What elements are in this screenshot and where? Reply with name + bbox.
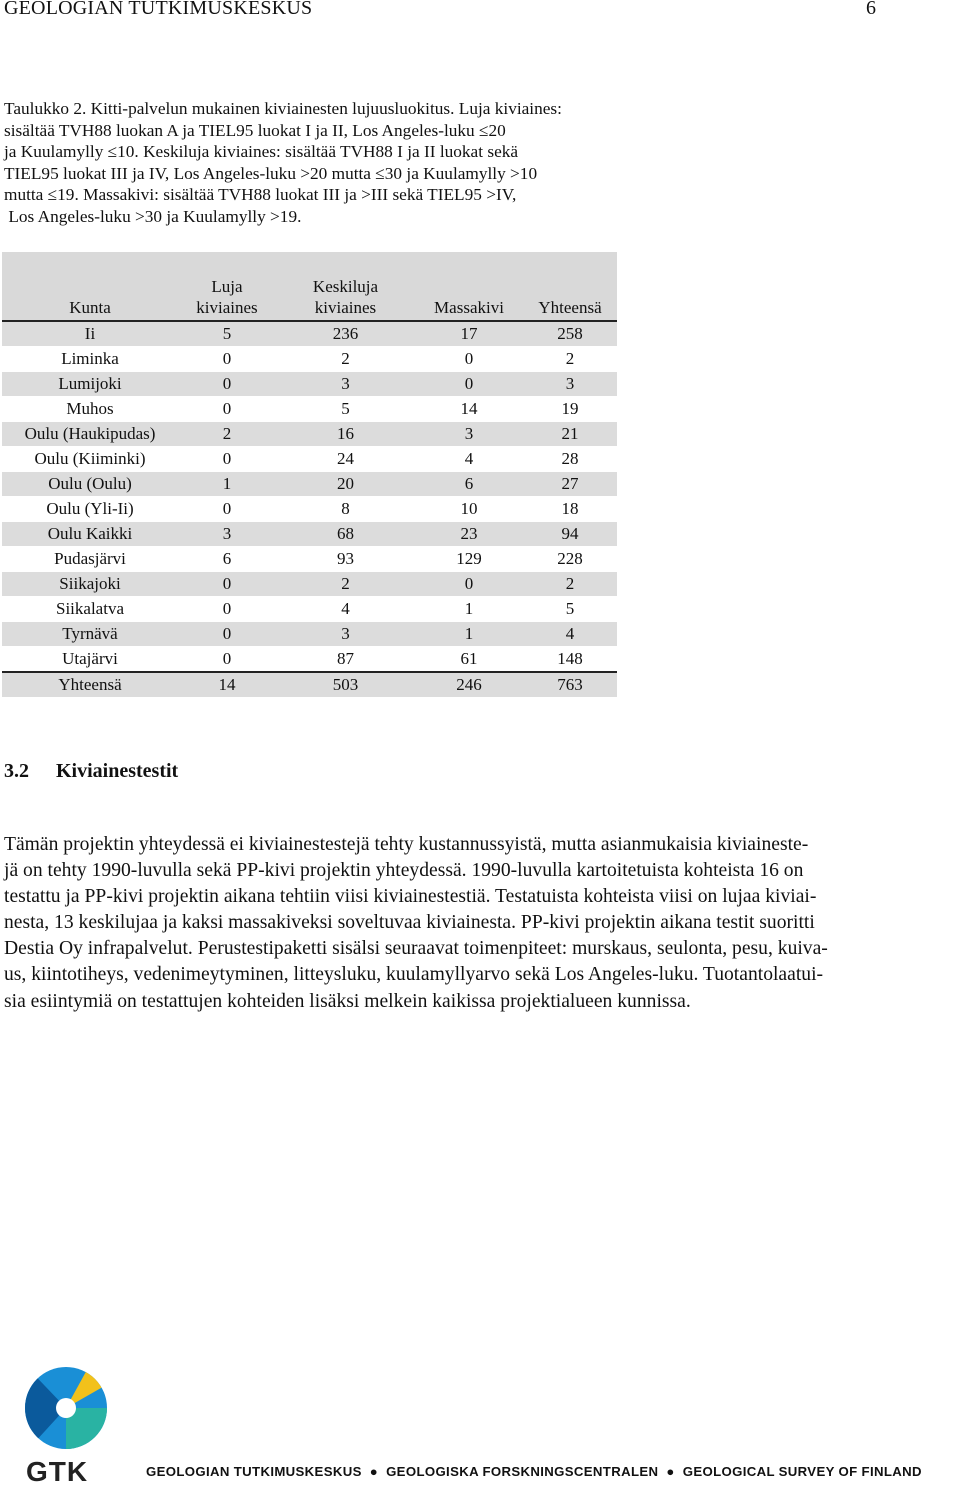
value-cell: 0 xyxy=(178,597,276,622)
value-cell: 27 xyxy=(523,472,617,497)
value-cell: 3 xyxy=(523,372,617,397)
header-cell-massakivi: Massakivi xyxy=(415,252,523,321)
value-cell: 4 xyxy=(523,622,617,647)
municipality-cell: Tyrnävä xyxy=(2,622,178,647)
caption-line: ja Kuulamylly ≤10. Keskiluja kiviaines: sisältää TVH88 I ja II luokat sekä xyxy=(4,142,519,161)
value-cell: 0 xyxy=(178,447,276,472)
section-heading xyxy=(4,760,178,783)
table-row xyxy=(2,447,617,472)
value-cell: 3 xyxy=(415,422,523,447)
value-cell: 6 xyxy=(178,547,276,572)
table-body xyxy=(2,321,617,698)
caption-line: mutta ≤19. Massakivi: sisältää TVH88 luokat III ja >III sekä TIEL95 >IV, xyxy=(4,185,517,204)
value-cell: 1 xyxy=(415,622,523,647)
municipality-cell: Oulu (Yli-Ii) xyxy=(2,497,178,522)
value-cell: 0 xyxy=(178,497,276,522)
value-cell: 4 xyxy=(415,447,523,472)
classification-table xyxy=(2,252,617,698)
body-paragraph xyxy=(4,832,956,1015)
page-number: 6 xyxy=(866,0,876,19)
value-cell: 5 xyxy=(178,321,276,347)
section-number: 3.2 xyxy=(4,760,29,782)
value-cell: 236 xyxy=(276,321,415,347)
table-row xyxy=(2,622,617,647)
municipality-cell: Oulu (Haukipudas) xyxy=(2,422,178,447)
footer-name-en: GEOLOGICAL SURVEY OF FINLAND xyxy=(682,1464,922,1479)
header-cell-yhteensa: Yhteensä xyxy=(523,252,617,321)
total-value-cell: 763 xyxy=(523,672,617,698)
municipality-cell: Ii xyxy=(2,321,178,347)
caption-line: Los Angeles-luku >30 ja Kuulamylly >19. xyxy=(4,206,302,226)
value-cell: 14 xyxy=(415,397,523,422)
value-cell: 4 xyxy=(276,597,415,622)
value-cell: 3 xyxy=(276,622,415,647)
total-label-cell: Yhteensä xyxy=(2,672,178,698)
total-value-cell: 503 xyxy=(276,672,415,698)
value-cell: 0 xyxy=(178,647,276,673)
value-cell: 87 xyxy=(276,647,415,673)
value-cell: 228 xyxy=(523,547,617,572)
value-cell: 61 xyxy=(415,647,523,673)
header-org-name: GEOLOGIAN TUTKIMUSKESKUS xyxy=(4,0,313,19)
value-cell: 94 xyxy=(523,522,617,547)
table-row xyxy=(2,372,617,397)
table-caption xyxy=(4,98,644,227)
value-cell: 10 xyxy=(415,497,523,522)
municipality-cell: Pudasjärvi xyxy=(2,547,178,572)
value-cell: 8 xyxy=(276,497,415,522)
paragraph-line: sia esiintymiä on testattujen kohteiden lisäksi melkein kaikissa projektialueen kunnissa. xyxy=(4,990,691,1012)
municipality-cell: Utajärvi xyxy=(2,647,178,673)
value-cell: 19 xyxy=(523,397,617,422)
table-row xyxy=(2,497,617,522)
value-cell: 1 xyxy=(415,597,523,622)
caption-line: sisältää TVH88 luokan A ja TIEL95 luokat I ja II, Los Angeles-luku ≤20 xyxy=(4,120,506,140)
value-cell: 0 xyxy=(415,347,523,372)
municipality-cell: Siikajoki xyxy=(2,572,178,597)
caption-line: Taulukko 2. Kitti-palvelun mukainen kiviainesten lujuusluokitus. Luja kiviaines: xyxy=(4,99,562,118)
municipality-cell: Oulu (Kiiminki) xyxy=(2,447,178,472)
municipality-cell: Oulu (Oulu) xyxy=(2,472,178,497)
table-row xyxy=(2,321,617,347)
header-cell-kunta: Kunta xyxy=(2,252,178,321)
municipality-cell: Siikalatva xyxy=(2,597,178,622)
table-row xyxy=(2,397,617,422)
value-cell: 17 xyxy=(415,321,523,347)
table-row xyxy=(2,422,617,447)
value-cell: 2 xyxy=(276,347,415,372)
paragraph-line: us, kiintotiheys, vedenimeytyminen, litteysluku, kuulamyllyarvo sekä Los Angeles-luku. Tuotantolaatui- xyxy=(4,964,824,986)
municipality-cell: Lumijoki xyxy=(2,372,178,397)
value-cell: 24 xyxy=(276,447,415,472)
value-cell: 21 xyxy=(523,422,617,447)
total-value-cell: 14 xyxy=(178,672,276,698)
table-row xyxy=(2,547,617,572)
table-row xyxy=(2,472,617,497)
table-row xyxy=(2,647,617,673)
paragraph-line: Destia Oy infrapalvelut. Perustestipaketti sisälsi seuraavat toimenpiteet: murskaus, seulonta, pesu, kuiva- xyxy=(4,938,828,960)
value-cell: 0 xyxy=(178,622,276,647)
total-value-cell: 246 xyxy=(415,672,523,698)
value-cell: 258 xyxy=(523,321,617,347)
municipality-cell: Liminka xyxy=(2,347,178,372)
value-cell: 18 xyxy=(523,497,617,522)
gtk-logo xyxy=(24,1364,108,1484)
value-cell: 28 xyxy=(523,447,617,472)
value-cell: 0 xyxy=(178,397,276,422)
value-cell: 6 xyxy=(415,472,523,497)
header-cell-luja: Luja kiviaines xyxy=(178,252,276,321)
table-header-row xyxy=(2,252,617,321)
table-row xyxy=(2,597,617,622)
value-cell: 3 xyxy=(178,522,276,547)
value-cell: 2 xyxy=(276,572,415,597)
table-row xyxy=(2,572,617,597)
value-cell: 2 xyxy=(523,572,617,597)
value-cell: 2 xyxy=(178,422,276,447)
bullet-icon: ● xyxy=(369,1464,379,1479)
table-row xyxy=(2,522,617,547)
bullet-icon: ● xyxy=(666,1464,675,1479)
value-cell: 20 xyxy=(276,472,415,497)
paragraph-line: nesta, 13 keskilujaa ja kaksi massakiveksi soveltuvaa kiviainesta. PP-kivi projektin aikana testit suoritti xyxy=(4,912,815,934)
value-cell: 0 xyxy=(178,372,276,397)
footer-name-sv: GEOLOGISKA FORSKNINGSCENTRALEN xyxy=(386,1464,659,1479)
value-cell: 148 xyxy=(523,647,617,673)
paragraph-line: jä on tehty 1990-luvulla sekä PP-kivi projektin yhteydessä. 1990-luvulla kartoitetuista kohteista 16 on xyxy=(4,860,804,882)
value-cell: 93 xyxy=(276,547,415,572)
paragraph-line: Tämän projektin yhteydessä ei kiviainestestejä tehty kustannussyistä, mutta asianmukaisia kiviaineste- xyxy=(4,834,809,855)
footer-name-fi: GEOLOGIAN TUTKIMUSKESKUS xyxy=(146,1464,362,1479)
header-cell-keskiluja: Keskiluja kiviaines xyxy=(276,252,415,321)
value-cell: 23 xyxy=(415,522,523,547)
value-cell: 0 xyxy=(415,572,523,597)
value-cell: 0 xyxy=(178,347,276,372)
footer-organization-names xyxy=(146,1464,922,1479)
page-header xyxy=(4,0,876,22)
value-cell: 1 xyxy=(178,472,276,497)
municipality-cell: Muhos xyxy=(2,397,178,422)
value-cell: 0 xyxy=(178,572,276,597)
value-cell: 0 xyxy=(415,372,523,397)
value-cell: 2 xyxy=(523,347,617,372)
value-cell: 129 xyxy=(415,547,523,572)
value-cell: 5 xyxy=(523,597,617,622)
value-cell: 68 xyxy=(276,522,415,547)
table-row xyxy=(2,347,617,372)
gtk-logo-text: GTK xyxy=(26,1456,89,1484)
paragraph-line: testattu ja PP-kivi projektin aikana tehtiin viisi kiviainestestiä. Testatuista kohteista viisi on lujaa kiviai- xyxy=(4,886,817,908)
municipality-cell: Oulu Kaikki xyxy=(2,522,178,547)
value-cell: 5 xyxy=(276,397,415,422)
value-cell: 3 xyxy=(276,372,415,397)
table-total-row xyxy=(2,672,617,698)
caption-line: TIEL95 luokat III ja IV, Los Angeles-luku >20 mutta ≤30 ja Kuulamylly >10 xyxy=(4,163,538,183)
section-title: Kiviainestestit xyxy=(56,760,179,782)
value-cell: 16 xyxy=(276,422,415,447)
